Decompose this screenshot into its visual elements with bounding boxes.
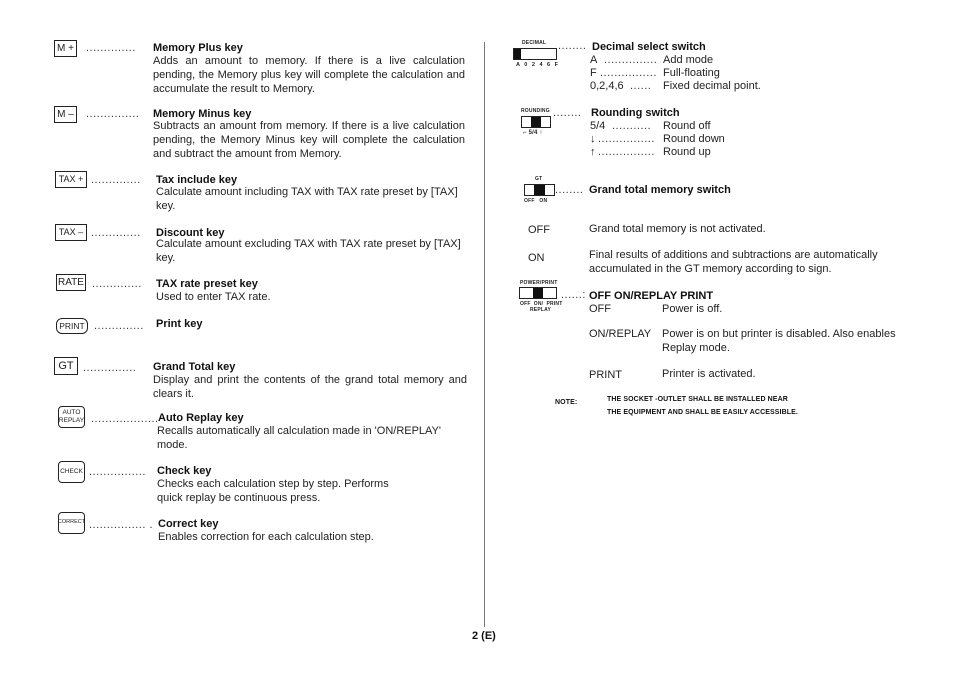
power-option-value: Power is on but printer is disabled. Also enables Replay mode. [662,328,896,354]
auto-replay-key-icon: AUTO REPLAY [58,406,85,428]
leader-dots: ................ [598,146,655,158]
leader-dots: ................ [598,133,655,145]
memory-plus-key-icon: M + [54,40,77,57]
discount-title: Discount key [156,227,225,239]
power-option-key: ON/REPLAY [589,328,652,340]
gt-option-key: ON [528,252,545,264]
decimal-option-key: F [590,67,597,79]
grand-total-title: Grand Total key [153,361,236,373]
decimal-switch-label: DECIMAL [522,40,547,46]
correct-key-title: Correct key [158,518,219,530]
rounding-option-value: Round off [663,120,711,132]
decimal-option-value: Fixed decimal point. [663,80,761,92]
rounding-option-value: Round up [663,146,711,158]
gt-option-value: Final results of additions and subtractions are automatically accumulated in the GT memory according to sign. [589,249,878,275]
check-key-icon: CHECK [58,461,85,483]
memory-minus-desc: Subtracts an amount from memory. If there is a live calculation pending, the Memory Minus key will complete the calculation and subtract the amount from Memory. [153,120,465,160]
tax-rate-preset-desc: Used to enter TAX rate. [156,291,271,303]
power-switch-label: POWER/PRINT [520,280,558,286]
memory-minus-key-icon: M – [54,106,77,123]
grand-total-desc: Display and print the contents of the grand total memory and clears it. [153,374,467,400]
gt-switch-scale: OFF ON [524,198,548,204]
leader-dots: ................ . [89,519,154,531]
rounding-switch-title: Rounding switch [591,107,680,119]
decimal-option-key: A [590,54,598,66]
leader-dots: .............. [94,320,144,332]
decimal-option-value: Full-floating [663,67,720,79]
leader-dots: ............... [86,108,140,120]
print-key-title: Print key [156,318,203,330]
page-number: 2 (E) [472,630,496,642]
decimal-switch-title: Decimal select switch [592,41,706,53]
leader-dots: ............... [604,54,658,66]
gt-switch-label: GT [535,176,543,182]
auto-replay-desc: Recalls automatically all calculation made in 'ON/REPLAY' mode. [157,425,442,451]
print-key-icon: PRINT [56,318,88,334]
power-switch-icon [519,287,557,299]
memory-plus-desc: Adds an amount to memory. If there is a live calculation pending, the Memory plus key will complete the calculation and accumulate the result to Memory. [153,55,465,95]
correct-key-desc: Enables correction for each calculation step. [158,531,374,543]
rounding-option-value: Round down [663,133,725,145]
leader-dots: ...... [630,80,652,92]
tax-rate-preset-title: TAX rate preset key [156,278,258,290]
tax-include-desc: Calculate amount including TAX with TAX rate preset by [TAX] key. [156,186,458,212]
note-text-line-1: THE SOCKET -OUTLET SHALL BE INSTALLED NEAR [607,396,788,403]
rounding-option-key: 5/4 [590,120,606,132]
decimal-option-value: Add mode [663,54,714,66]
tax-include-key-icon: TAX + [55,171,87,188]
gt-switch-title: Grand total memory switch [589,184,731,196]
leader-dots: .............. [92,278,142,290]
discount-key-icon: TAX – [55,224,87,241]
check-key-title: Check key [157,465,212,477]
tax-include-title: Tax include key [156,174,238,186]
rounding-switch-scale: ⌐ 5/4 ↑ [523,130,543,136]
decimal-option-key: 0,2,4,6 [590,80,624,92]
leader-dots: ............... [83,362,137,374]
power-option-key: PRINT [589,369,622,381]
leader-dots: .............. [91,174,141,186]
leader-dots: ................... [91,413,159,425]
leader-dots: ........ [558,40,587,52]
leader-dots: ........... [612,120,652,132]
rounding-switch-label: ROUNDING [521,108,550,114]
leader-dots: ........ [553,107,582,119]
note-label: NOTE: [555,399,578,406]
memory-minus-title: Memory Minus key [153,108,252,120]
leader-dots: ........ [555,184,584,196]
decimal-switch-icon [513,48,557,60]
power-option-value: Printer is activated. [662,368,756,380]
power-switch-title: OFF ON/REPLAY PRINT [589,290,714,302]
gt-option-value: Grand total memory is not activated. [589,223,766,235]
page-divider [484,42,485,627]
note-text-line-2: THE EQUIPMENT AND SHALL BE EASILY ACCESSIBLE. [607,409,798,416]
leader-dots: ......: [561,289,586,301]
gt-switch-icon [524,184,555,196]
gt-option-key: OFF [528,224,550,236]
rounding-option-key: ↑ [590,146,596,158]
power-switch-scale: OFF ON/ PRINT [520,301,563,307]
rate-key-icon: RATE [56,274,86,291]
leader-dots: .............. [91,227,141,239]
leader-dots: ................ [600,67,657,79]
rounding-switch-icon [521,116,551,128]
auto-replay-title: Auto Replay key [158,412,244,424]
discount-desc: Calculate amount excluding TAX with TAX rate preset by [TAX] key. [156,238,461,264]
power-switch-scale-sub: REPLAY [530,307,552,313]
memory-plus-title: Memory Plus key [153,42,243,54]
rounding-option-key: ↓ [590,133,596,145]
grand-total-key-icon: GT [54,357,78,375]
power-option-key: OFF [589,303,611,315]
leader-dots: ................ [89,466,146,478]
leader-dots: .............. [86,42,136,54]
correct-key-icon: CORRECT [58,512,85,534]
decimal-switch-scale: A 0 2 4 6 F [516,62,560,68]
power-option-value: Power is off. [662,303,723,315]
check-key-desc: Checks each calculation step by step. Performs quick replay be continuous press. [157,478,389,504]
